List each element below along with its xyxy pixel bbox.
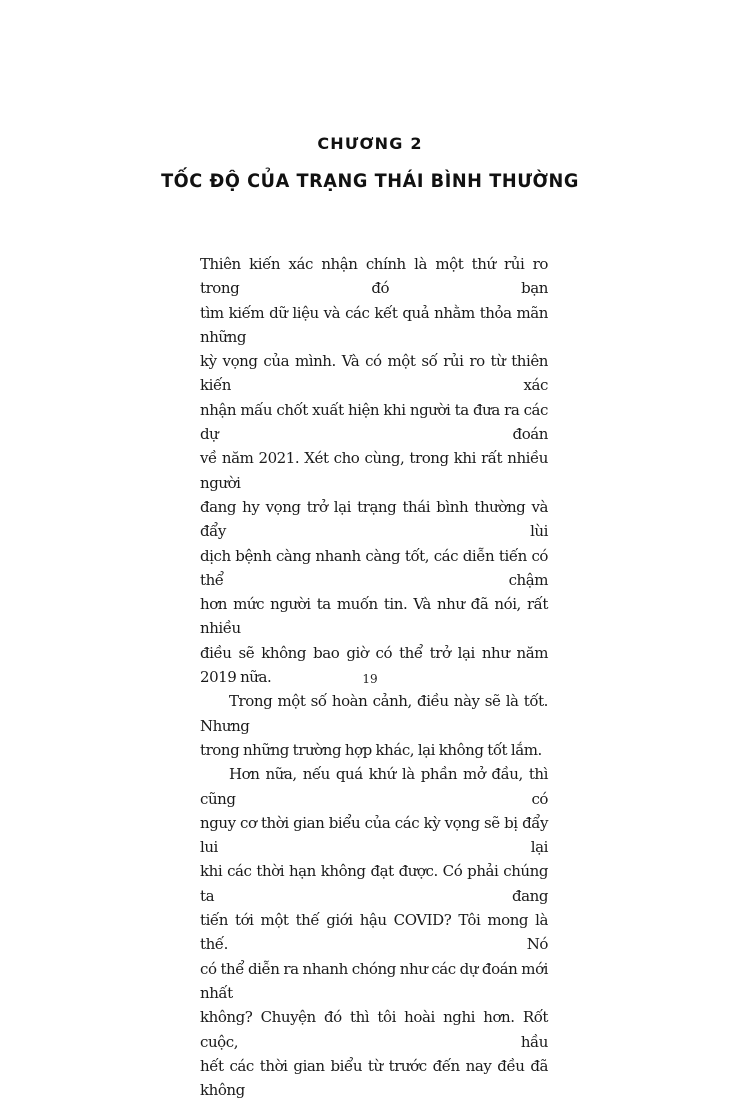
- chapter-label: CHƯƠNG 2: [317, 134, 423, 153]
- page-number: 19: [362, 672, 378, 686]
- text-line: kỳ vọng của mình. Và có một số rủi ro từ thiên kiến xác: [200, 352, 548, 395]
- text-line: khi các thời hạn không đạt được. Có phải chúng ta đang: [200, 862, 548, 905]
- text-line: có thể diễn ra nhanh chóng như các dự đoán mới nhất: [200, 959, 548, 1002]
- text-line: dịch bệnh càng nhanh càng tốt, các diễn tiến có thể chậm: [200, 546, 548, 589]
- text-line: nguy cơ thời gian biểu của các kỳ vọng sẽ bị đẩy lui lại: [200, 813, 548, 857]
- text-line: về năm 2021. Xét cho cùng, trong khi rất nhiều người: [200, 449, 548, 492]
- text-line: đang hy vọng trở lại trạng thái bình thường và đẩy lùi: [200, 497, 548, 541]
- text-line: hơn mức người ta muốn tin. Và như đã nói, rất nhiều: [200, 595, 548, 638]
- text-line: Thiên kiến xác nhận chính là một thứ rủi ro trong đó bạn: [200, 255, 548, 298]
- text-line: tìm kiếm dữ liệu và các kết quả nhằm thỏa mãn những: [200, 303, 548, 346]
- text-line: Trong một số hoàn cảnh, điều này sẽ là tốt. Nhưng: [200, 692, 548, 735]
- text-line: không? Chuyện đó thì tôi hoài nghi hơn. Rốt cuộc, hầu: [200, 1008, 548, 1051]
- text-line: trong những trường hợp khác, lại không tốt lắm.: [200, 740, 542, 759]
- chapter-title: TỐC ĐỘ CỦA TRẠNG THÁI BÌNH THƯỜNG: [161, 170, 579, 192]
- text-line: hết các thời gian biểu từ trước đến nay đều đã không: [200, 1056, 548, 1100]
- text-line: Hơn nữa, nếu quá khứ là phần mở đầu, thì cũng có: [200, 765, 548, 808]
- text-line: nhận mấu chốt xuất hiện khi người ta đưa ra các dự đoán: [200, 400, 548, 444]
- text-line: điều sẽ không bao giờ có thể trở lại như năm 2019 nữa.: [200, 643, 548, 687]
- text-line: tiến tới một thế giới hậu COVID? Tôi mong là thế. Nó: [200, 911, 548, 954]
